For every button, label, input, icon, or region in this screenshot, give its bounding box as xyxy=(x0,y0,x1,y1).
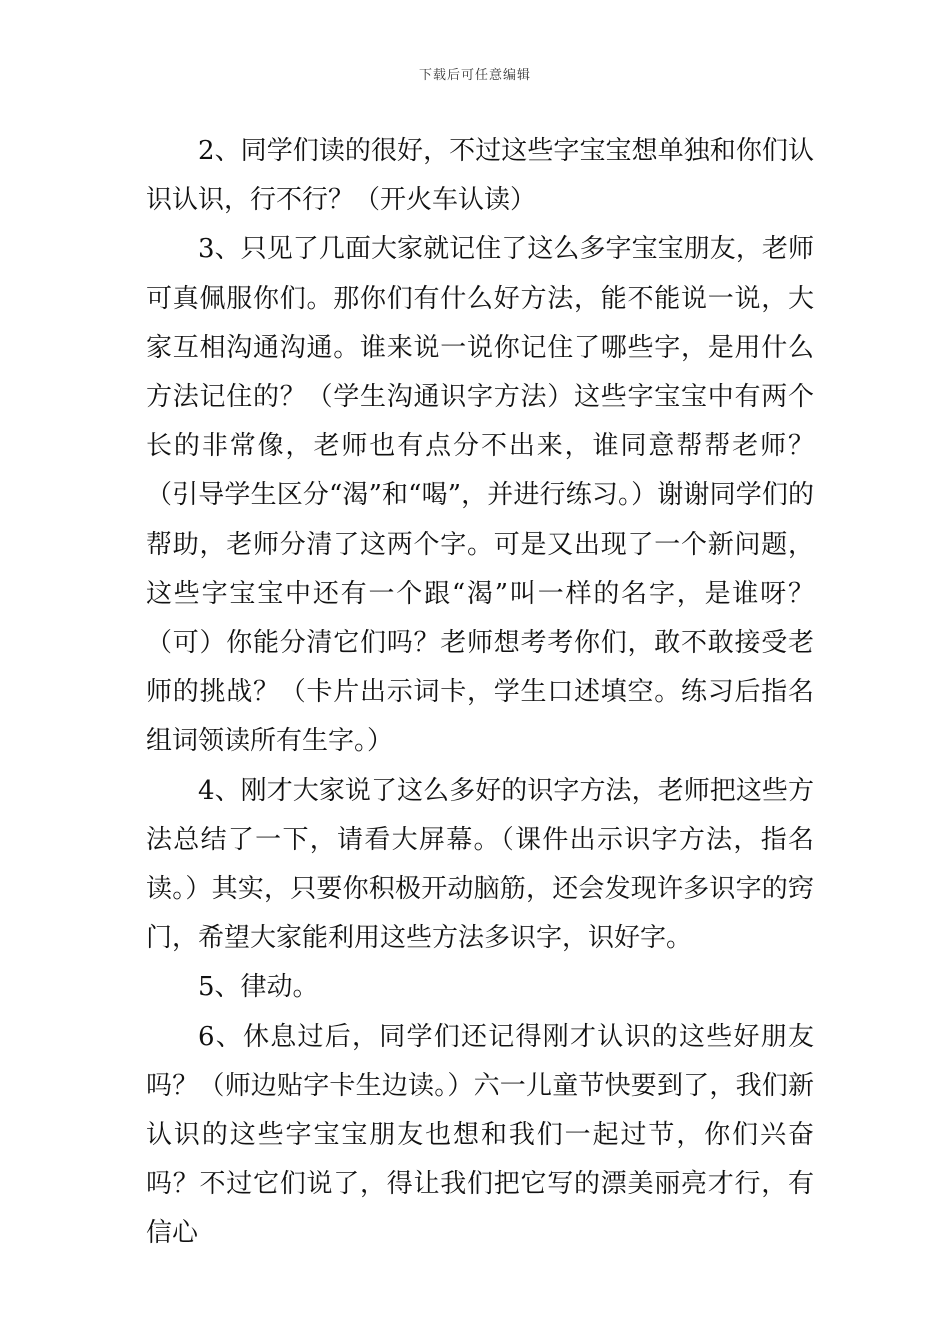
document-body xyxy=(146,127,814,1259)
paragraph-6: 6、休息过后，同学们还记得刚才认识的这些好朋友吗？（师边贴字卡生边读。）六一儿童节快要到了，我们新认识的这些字宝宝朋友也想和我们一起过节，你们兴奋吗？不过它们说了，得让我们把它写的漂美丽亮才行，有信心 xyxy=(146,1021,814,1249)
page-header: 下载后可任意编辑 xyxy=(418,68,531,83)
paragraph-4: 4、刚才大家说了这么多好的识字方法，老师把这些方法总结了一下，请看大屏幕。（课件出示识字方法，指名读。）其实，只要你积极开动脑筋，还会发现许多识字的窍门，希望大家能利用这些方法多识字，识好字。 xyxy=(146,775,814,954)
paragraph-5: 5、律动。 xyxy=(198,972,319,1003)
paragraph-3: 3、只见了几面大家就记住了这么多字宝宝朋友，老师可真佩服你们。那你们有什么好方法，能不能说一说，大家互相沟通沟通。谁来说一说你记住了哪些字，是用什么方法记住的？（学生沟通识字方法）这些字宝宝中有两个长的非常像，老师也有点分不出来，谁同意帮帮老师？（引导学生区分“渴”和“喝”，并进行练习。）谢谢同学们的帮助，老师分清了这两个字。可是又出现了一个新问题，这些字宝宝中还有一个跟“渴”叫一样的名字，是谁呀？（可）你能分清它们吗？老师想考考你们，敢不敢接受老师的挑战？（卡片出示词卡，学生口述填空。练习后指名组词领读所有生字。） xyxy=(146,234,814,757)
paragraph-2: 2、同学们读的很好，不过这些字宝宝想单独和你们认识认识，行不行？（开火车认读） xyxy=(146,136,814,216)
